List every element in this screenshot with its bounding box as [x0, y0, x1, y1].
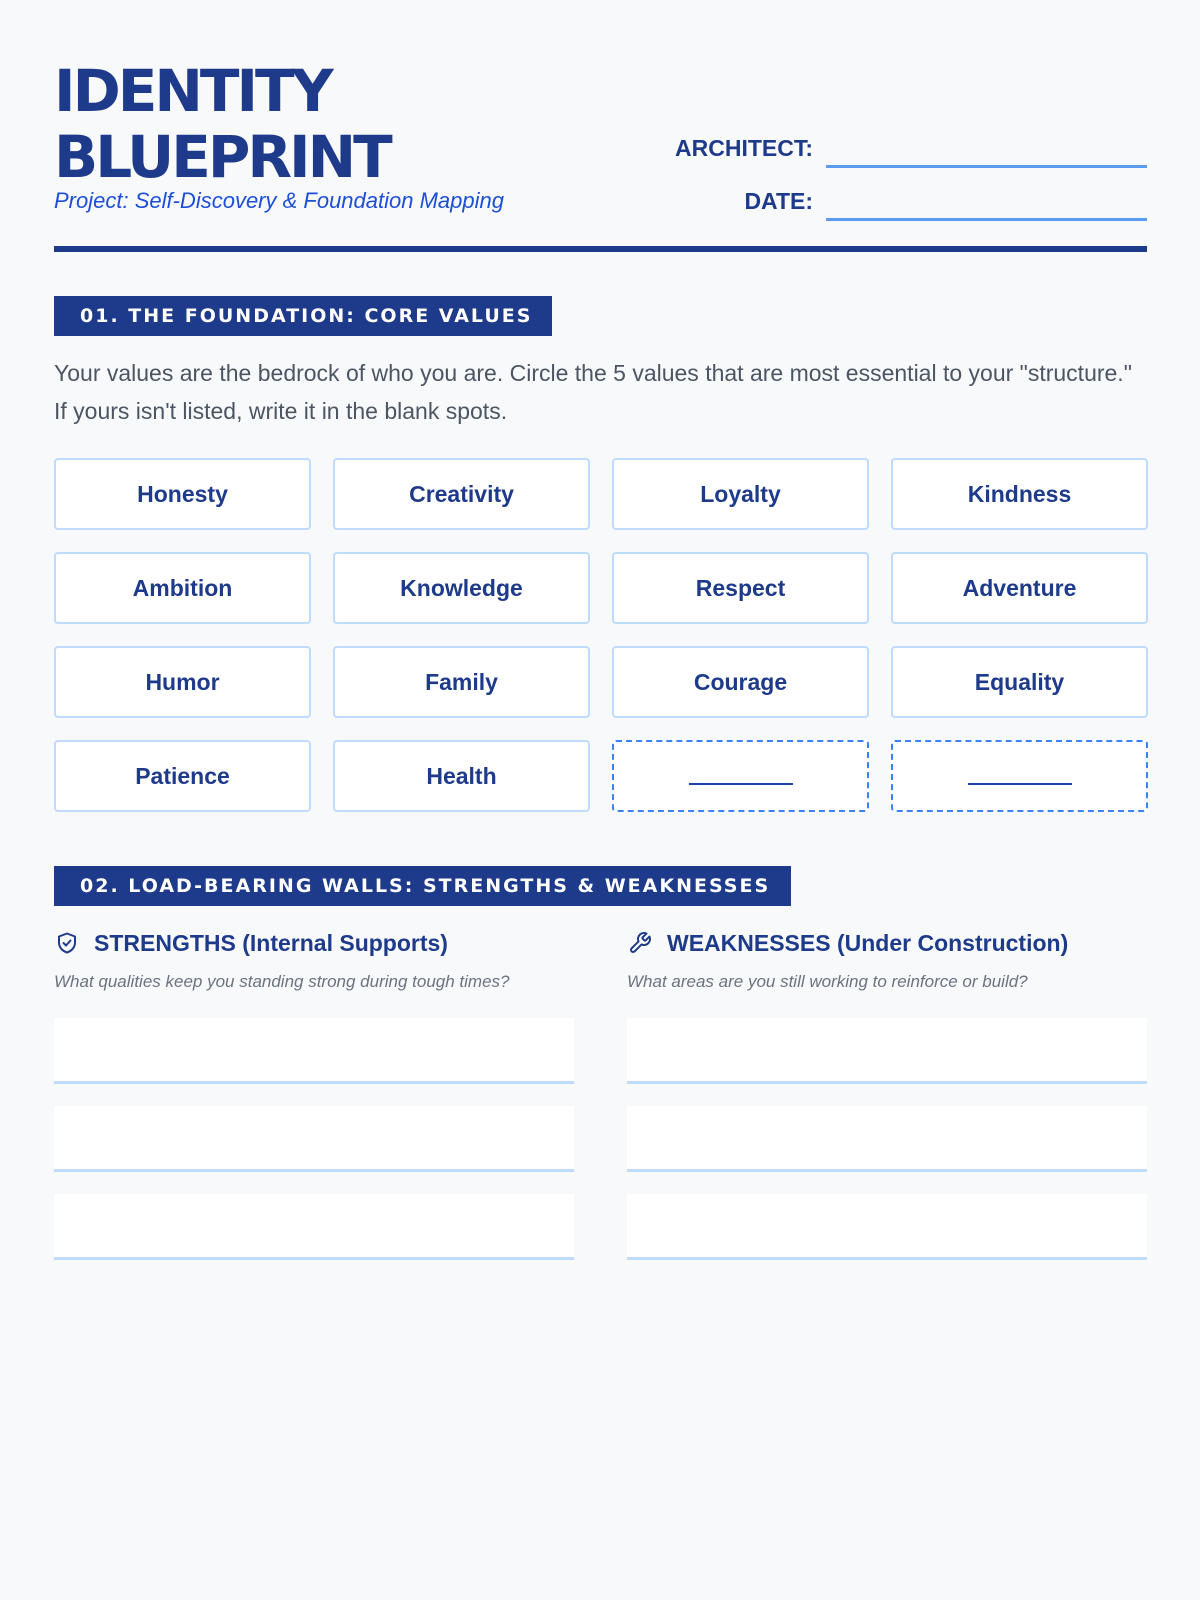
date-label: DATE:	[744, 188, 813, 214]
strengths-column	[54, 928, 574, 1260]
value-chip-courage[interactable]: Courage	[612, 646, 869, 718]
value-chip-humor[interactable]: Humor	[54, 646, 311, 718]
value-chip-respect[interactable]: Respect	[612, 552, 869, 624]
value-chip-adventure[interactable]: Adventure	[891, 552, 1148, 624]
header	[54, 58, 1147, 254]
blank-write-line	[968, 783, 1072, 785]
page-title	[54, 58, 390, 190]
value-chip-ambition[interactable]: Ambition	[54, 552, 311, 624]
strengths-prompt: What qualities keep you standing strong during tough times?	[54, 972, 510, 991]
title-line-2: BLUEPRINT	[54, 123, 390, 191]
value-chip-loyalty[interactable]: Loyalty	[612, 458, 869, 530]
section-1-heading: 01. THE FOUNDATION: CORE VALUES	[54, 296, 552, 336]
strength-entry-3[interactable]	[54, 1194, 574, 1260]
value-chip-blank-1[interactable]	[612, 740, 869, 812]
weaknesses-label: WEAKNESSES (Under Construction)	[667, 929, 1069, 956]
strengths-header	[54, 928, 574, 958]
values-grid	[54, 458, 1147, 812]
value-chip-health[interactable]: Health	[333, 740, 590, 812]
date-blank-line[interactable]	[826, 218, 1147, 221]
weakness-entry-3[interactable]	[627, 1194, 1147, 1260]
value-chip-equality[interactable]: Equality	[891, 646, 1148, 718]
section-2-heading: 02. LOAD-BEARING WALLS: STRENGTHS & WEAKNESSES	[54, 866, 791, 906]
title-line-1: IDENTITY	[54, 57, 331, 125]
architect-blank-line[interactable]	[826, 165, 1147, 168]
weakness-entry-2[interactable]	[627, 1106, 1147, 1172]
header-divider	[54, 246, 1147, 252]
value-chip-kindness[interactable]: Kindness	[891, 458, 1148, 530]
weaknesses-header	[627, 928, 1147, 958]
strength-entry-1[interactable]	[54, 1018, 574, 1084]
page-subtitle: Project: Self-Discovery & Foundation Mapping	[54, 188, 504, 213]
worksheet-page	[54, 0, 1147, 1600]
value-chip-family[interactable]: Family	[333, 646, 590, 718]
value-chip-honesty[interactable]: Honesty	[54, 458, 311, 530]
strength-entry-2[interactable]	[54, 1106, 574, 1172]
value-chip-knowledge[interactable]: Knowledge	[333, 552, 590, 624]
wrench-icon	[627, 930, 653, 956]
architect-field[interactable]	[647, 128, 1147, 168]
section-1-intro: Your values are the bedrock of who you are. Circle the 5 values that are most essential to your "structure." If yours isn't listed, write it in the blank spots.	[54, 360, 1132, 424]
weaknesses-prompt: What areas are you still working to reinforce or build?	[627, 972, 1028, 991]
value-chip-blank-2[interactable]	[891, 740, 1148, 812]
blank-write-line	[689, 783, 793, 785]
strengths-label: STRENGTHS (Internal Supports)	[94, 929, 448, 956]
value-chip-creativity[interactable]: Creativity	[333, 458, 590, 530]
weaknesses-column	[627, 928, 1147, 1260]
weakness-entry-1[interactable]	[627, 1018, 1147, 1084]
architect-label: ARCHITECT:	[675, 135, 813, 161]
shield-check-icon	[54, 930, 80, 956]
value-chip-patience[interactable]: Patience	[54, 740, 311, 812]
date-field[interactable]	[647, 181, 1147, 221]
